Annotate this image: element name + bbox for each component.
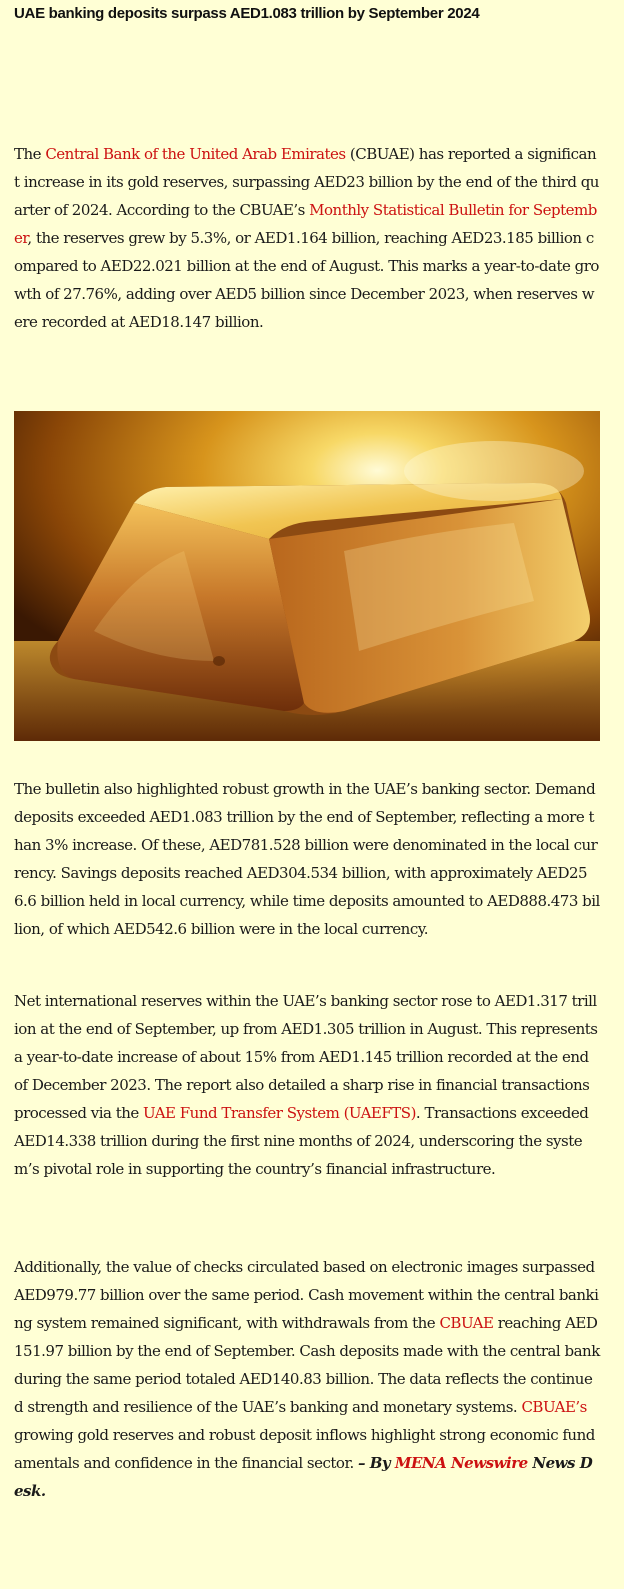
gold-bar-image — [14, 411, 600, 741]
byline-suffix: News Desk. — [14, 1454, 593, 1500]
paragraph-text: reaching AED151.97 billion by the end of September. Cash deposits made with the central bank during the same period totaled AED140.83 billion. The data reflects the continued strength and resilience of the UAE’s banking and monetary systems. — [14, 1314, 600, 1416]
paragraph-text: (CBUAE) has reported a significant increase in its gold reserves, surpassing AED23 billion by the end of the third quarter of 2024. According to the CBUAE’s — [14, 145, 599, 219]
paragraph-text: Additionally, the value of checks circulated based on electronic images surpassed AED979.77 billion over the same period. Cash movement within the central banking system remained significant, with withdrawals from the — [14, 1258, 599, 1332]
article-paragraph-3 — [14, 987, 600, 1183]
article-paragraph-2 — [14, 775, 600, 943]
link-mena-newswire[interactable]: MENA Newswire — [394, 1454, 528, 1472]
paragraph-text: , the reserves grew by 5.3%, or AED1.164 billion, reaching AED23.185 billion compared to AED22.021 billion at the end of August. This marks a year-to-date growth of 27.76%, adding over AED5 billion since December 2023, when reserves were recorded at AED18.147 billion. — [14, 229, 599, 331]
link-central-bank-uae[interactable]: Central Bank of the United Arab Emirates — [45, 145, 346, 163]
link-uae-fund-transfer-system[interactable]: UAE Fund Transfer System (UAEFTS) — [143, 1104, 416, 1122]
paragraph-text: The — [14, 145, 46, 163]
paragraph-text: growing gold reserves and robust deposit inflows highlight strong economic fundamentals and confidence in the financial sector. — [14, 1426, 595, 1472]
byline-prefix: – By — [358, 1454, 395, 1472]
link-cbuae-possessive[interactable]: CBUAE’s — [521, 1398, 587, 1416]
article-paragraph-1 — [14, 140, 600, 336]
paragraph-text: The bulletin also highlighted robust growth in the UAE’s banking sector. Demand deposits exceeded AED1.083 trillion by the end of September, reflecting a more than 3% increase. Of these, AED781.528 billion were denominated in the local currency. Savings deposits reached AED304.534 billion, with approximately AED256.6 billion held in local currency, while time deposits amounted to AED888.473 billion, of which AED542.6 billion were in the local currency. — [14, 780, 600, 938]
article-paragraph-4 — [14, 1253, 600, 1505]
paragraph-text: Net international reserves within the UAE’s banking sector rose to AED1.317 trillion at the end of September, up from AED1.305 trillion in August. This represents a year-to-date increase of about 15% from AED1.145 trillion recorded at the end of December 2023. The report also detailed a sharp rise in financial transactions processed via the — [14, 992, 598, 1122]
paragraph-text: . Transactions exceeded AED14.338 trillion during the first nine months of 2024, underscoring the system’s pivotal role in supporting the country’s financial infrastructure. — [14, 1104, 589, 1178]
link-cbuae[interactable]: CBUAE — [439, 1314, 494, 1332]
link-monthly-statistical-bulletin[interactable]: Monthly Statistical Bulletin for September — [14, 201, 597, 247]
article-title: UAE banking deposits surpass AED1.083 trillion by September 2024 — [14, 5, 480, 22]
